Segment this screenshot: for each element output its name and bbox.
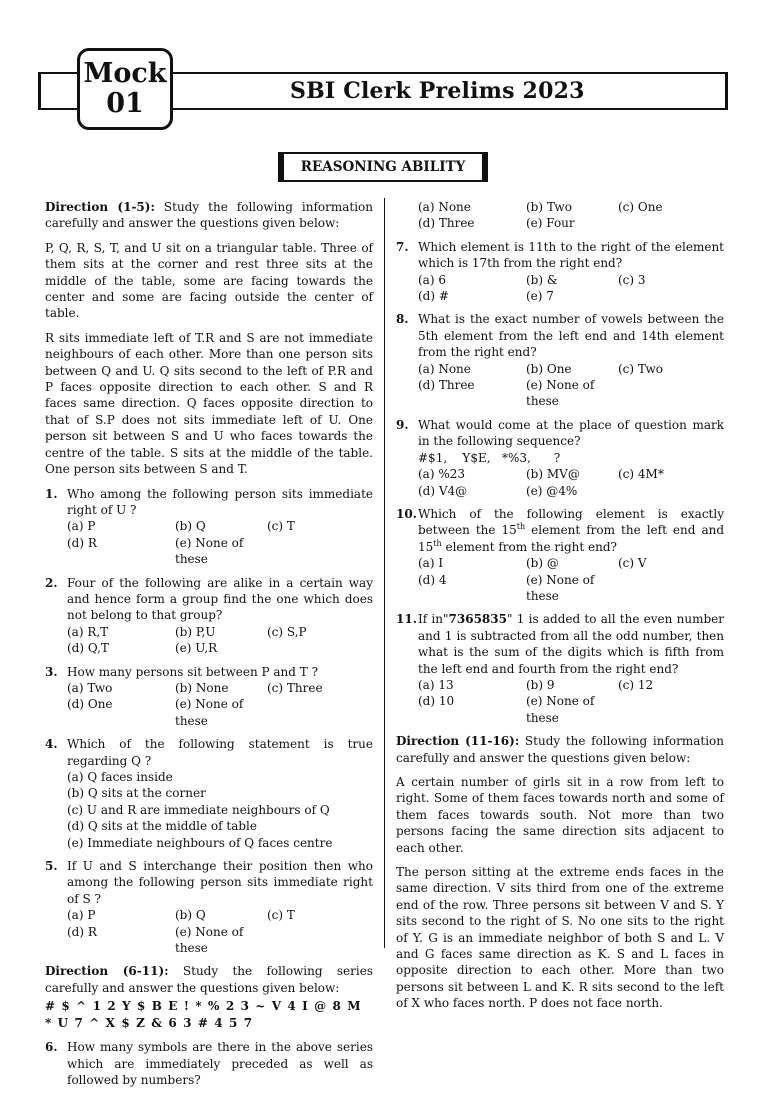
question-number: 11. — [396, 612, 417, 627]
option: (a) Q faces inside — [67, 770, 173, 784]
options — [418, 272, 724, 305]
option: (e) None of these — [526, 694, 595, 725]
question-number: 4. — [45, 737, 58, 752]
option: (c) 3 — [618, 272, 646, 287]
option: (d) Three — [418, 216, 475, 231]
question-number: 3. — [45, 664, 58, 679]
option: (a) %23 — [418, 467, 466, 482]
option: (d) 10 — [418, 694, 455, 709]
option: (a) None — [418, 200, 471, 214]
direction-text: Study the following information carefully and answer the questions given below: — [45, 200, 374, 231]
question-number: 10. — [396, 506, 417, 521]
option: (b) Q — [175, 519, 206, 534]
question-text: If U and S interchange their position then who among the following person sits immediate right of S ? — [67, 859, 373, 906]
option: (a) 13 — [418, 677, 454, 692]
option: (e) None of these — [526, 378, 595, 409]
option: (b) P,U — [175, 624, 216, 639]
question-8 — [396, 311, 724, 409]
option: (c) S,P — [267, 624, 307, 639]
question-11 — [396, 611, 724, 726]
option: (d) Q,T — [67, 641, 109, 656]
option: (b) & — [526, 272, 558, 287]
question-number: 7. — [396, 239, 409, 254]
mock-label: Mock — [83, 58, 167, 89]
option: (b) Two — [526, 200, 572, 214]
options — [418, 677, 724, 726]
option: (e) Immediate neighbours of Q faces centre — [67, 835, 333, 850]
option: (c) T — [267, 519, 295, 534]
question-number: 9. — [396, 417, 409, 432]
direction-text: Study the following series carefully and answer the questions given below: — [45, 964, 373, 995]
option: (e) None of these — [526, 572, 595, 603]
option: (c) 12 — [618, 677, 654, 692]
question-9 — [396, 417, 724, 499]
option: (a) Two — [67, 680, 113, 695]
options — [67, 907, 373, 956]
superscript: th — [433, 538, 442, 548]
option: (c) One — [618, 200, 663, 214]
text-part: If in" — [418, 612, 449, 627]
direction-label: Direction (1-5): — [45, 200, 155, 214]
option: (b) Q — [175, 908, 206, 923]
text-part: Which of the following element is exactly between the 15 — [418, 506, 724, 538]
option: (e) None of these — [175, 697, 244, 728]
question-number: 5. — [45, 859, 58, 874]
option: (c) V — [618, 556, 647, 571]
option: (d) Three — [418, 378, 475, 393]
option: (d) R — [67, 924, 97, 939]
options — [67, 518, 373, 567]
question-number: 1. — [45, 486, 58, 501]
option: (b) None — [175, 680, 229, 695]
options — [418, 361, 724, 410]
option: (b) 9 — [526, 677, 555, 692]
option: (d) R — [67, 535, 97, 550]
option: (e) U,R — [175, 641, 218, 656]
option: (d) One — [67, 697, 113, 712]
question-text — [418, 506, 724, 555]
paragraph: P, Q, R, S, T, and U sit on a triangular table. Three of them sits at the corner and rest three sits at the middle of the table, some are facing towards the center and some are facing outside the center of table. — [45, 240, 373, 321]
direction-6-11 — [45, 963, 373, 996]
question-text: Four of the following are alike in a certain way and hence form a group find the one which does not belong to that group? — [67, 575, 373, 623]
option: (c) Three — [267, 680, 323, 695]
option: (e) None of these — [175, 924, 244, 956]
option: (b) One — [526, 361, 572, 376]
text-part: element from the left end and 15 — [418, 523, 725, 554]
question-1 — [45, 486, 373, 568]
question-3 — [45, 664, 373, 730]
option: (d) 4 — [418, 572, 447, 587]
option: (b) Q sits at the corner — [67, 786, 206, 801]
option: (e) None of these — [175, 535, 244, 567]
options — [418, 466, 724, 499]
text-part: element from the right end? — [441, 539, 617, 554]
direction-text: Study the following information carefully and answer the questions given below: — [396, 734, 725, 765]
options — [67, 624, 373, 657]
option: (b) MV@ — [526, 467, 580, 482]
question-5 — [45, 858, 373, 956]
option: (e) Four — [526, 216, 575, 231]
question-number: 6. — [45, 1040, 58, 1055]
page-title: SBI Clerk Prelims 2023 — [290, 78, 585, 104]
option: (a) I — [418, 556, 444, 571]
question-number: 8. — [396, 312, 409, 327]
question-text: Who among the following person sits immediate right of U ? — [67, 486, 373, 517]
paragraph: R sits immediate left of T.R and S are not immediate neighbours of each other. More than one person sits between Q and U. Q sits second to the left of P.R and P faces opposite direction to each other. S and R faces same direction. Q faces opposite direction to that of S.P does not sits immediate left of U. One person sit between S and U who faces towards the centre of the table. S sits at the middle of the table. One person sits between S and T. — [45, 330, 373, 477]
option: (d) # — [418, 289, 449, 304]
option: (a) 6 — [418, 272, 446, 287]
question-text: How many persons sit between P and T ? — [67, 664, 319, 679]
option: (a) P — [67, 908, 96, 923]
number-string: 7365835 — [448, 612, 507, 627]
option: (c) Two — [618, 361, 663, 376]
option: (b) @ — [526, 556, 559, 571]
question-number: 2. — [45, 575, 58, 590]
mock-number: 01 — [106, 88, 144, 119]
left-column — [45, 199, 373, 1095]
direction-1-5 — [45, 199, 373, 232]
option: (a) None — [418, 361, 471, 376]
question-text: Which element is 11th to the right of the element which is 17th from the right end? — [418, 239, 724, 271]
right-column — [396, 199, 724, 1020]
option: (a) P — [67, 519, 96, 534]
question-text — [418, 611, 724, 677]
paragraph: The person sitting at the extreme ends faces in the same direction. V sits third from one of the extreme end of the row. Three persons sit between V and S. Y sits second to the right of S. No one sits to the right of Y. G is an immediate neighbor of both S and L. V and G faces same direction as K. S and L faces in opposite direction to each other. More than two persons sit between L and K. R sits second to the left of X who faces north. P does not face north. — [396, 865, 724, 1011]
option: (d) Q sits at the middle of table — [67, 819, 257, 834]
direction-11-16 — [396, 733, 724, 766]
paragraph: A certain number of girls sit in a row from left to right. Some of them faces towards north and some of them faces towards south. Not more than two persons facing the same direction sits adjacent to each other. — [396, 775, 724, 855]
question-10 — [396, 506, 724, 604]
symbol-series: # $ ^ 1 2 Y $ B E ! * % 2 3 ~ V 4 I @ 8 M * U 7 ^ X $ Z & 6 3 # 4 5 7 — [45, 999, 362, 1030]
option: (c) U and R are immediate neighbours of Q — [67, 802, 330, 817]
question-7 — [396, 239, 724, 305]
option: (d) V4@ — [418, 483, 468, 498]
question-text: What would come at the place of question mark in the following sequence? — [418, 417, 724, 449]
options — [67, 680, 373, 729]
option: (e) @4% — [526, 483, 578, 498]
question-text: Which of the following statement is true regarding Q ? — [67, 737, 373, 768]
options — [418, 199, 724, 232]
options — [418, 555, 724, 604]
direction-label: Direction (6-11): — [45, 964, 169, 979]
text-part: " 1 is added to all the even number and 1 is subtracted from all the odd number, then what is the sum of the digits which is fifth from the left end and fourth from the right end? — [418, 612, 724, 676]
mock-badge — [77, 48, 173, 130]
column-divider — [384, 198, 385, 948]
options — [67, 769, 373, 851]
direction-label: Direction (11-16): — [396, 734, 520, 749]
question-2 — [45, 575, 373, 657]
question-text: What is the exact number of vowels between the 5th element from the left end and 14th element from the right end? — [418, 312, 724, 360]
option: (e) 7 — [526, 289, 554, 304]
superscript: th — [516, 522, 526, 532]
question-6-options — [396, 199, 724, 232]
section-title: REASONING ABILITY — [278, 152, 488, 182]
option: (a) R,T — [67, 624, 109, 639]
question-4 — [45, 736, 373, 851]
sequence: #$1, Y$E, *%3, ? — [418, 450, 561, 465]
question-text: How many symbols are there in the above series which are immediately preceded as well as followed by numbers? — [67, 1040, 373, 1087]
question-6 — [45, 1039, 373, 1088]
option: (c) 4M* — [618, 467, 664, 482]
option: (c) T — [267, 908, 295, 923]
